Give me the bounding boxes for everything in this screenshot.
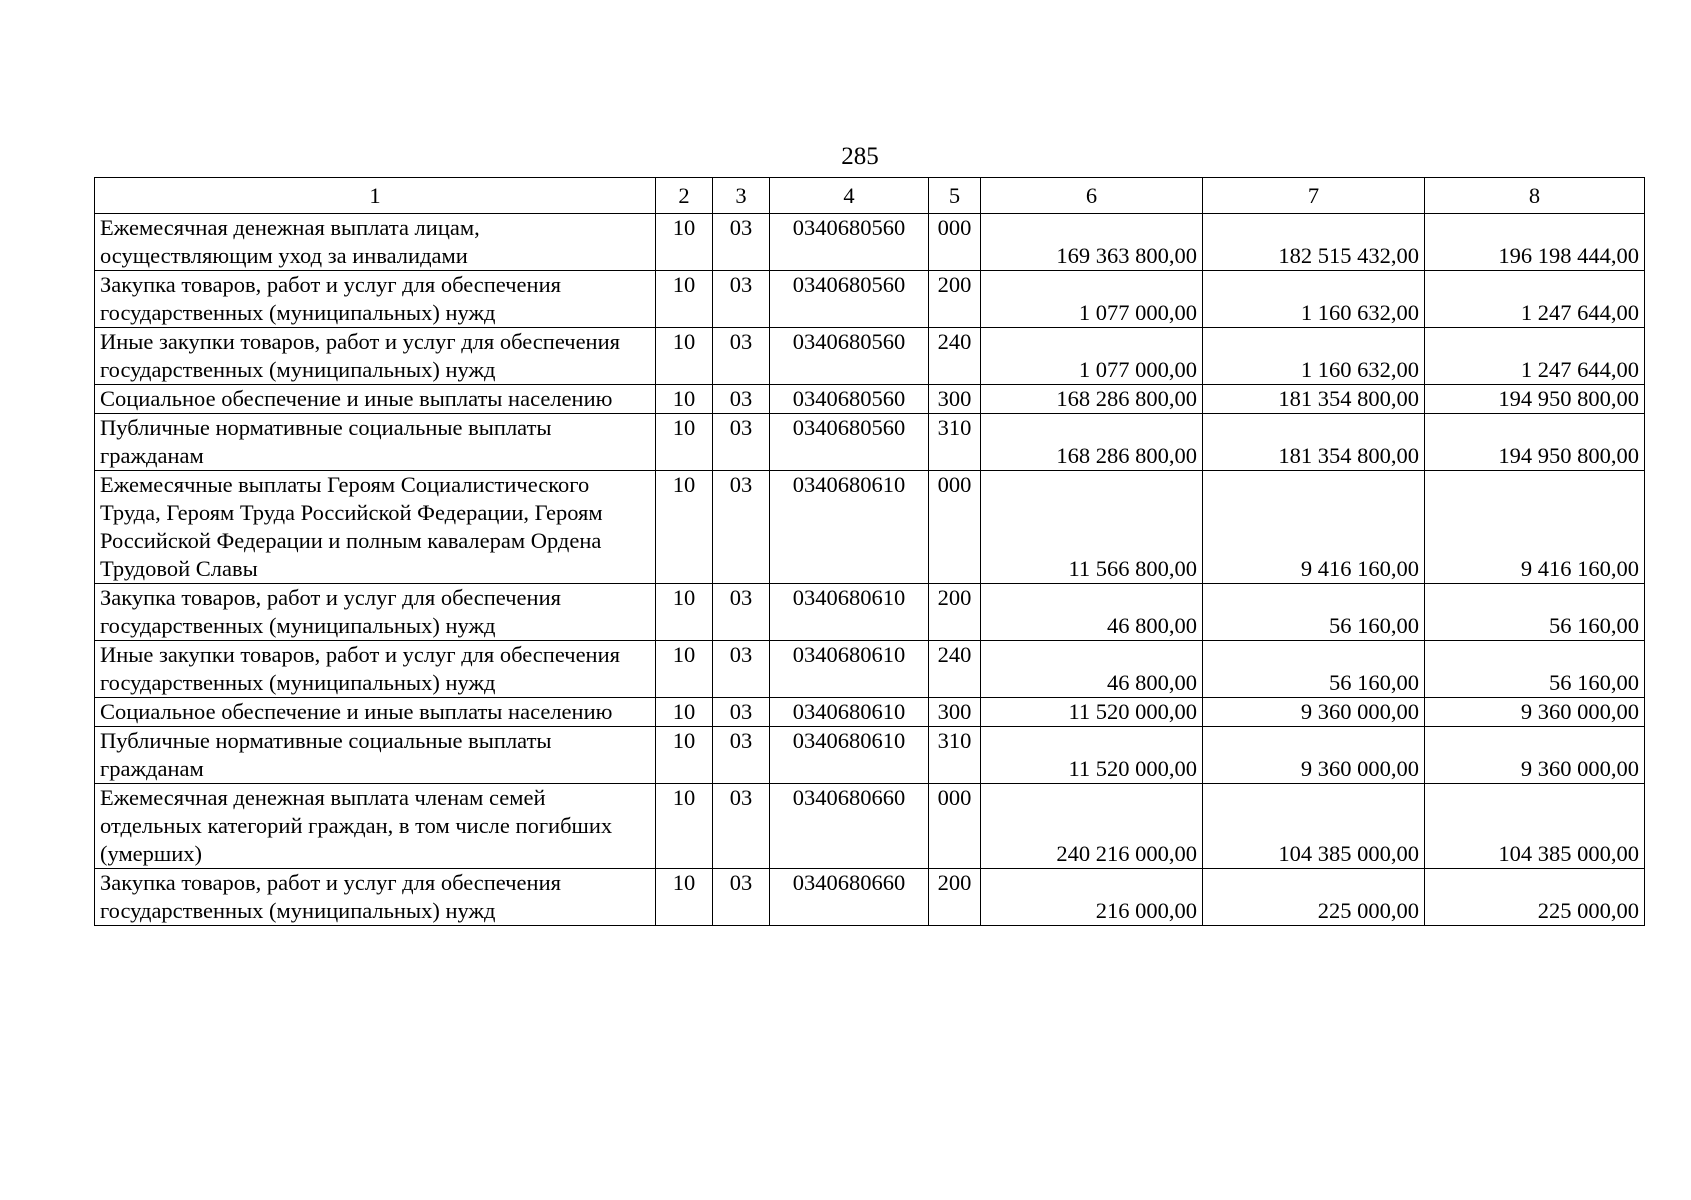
row-amount-col7: 225 000,00 bbox=[1203, 869, 1425, 926]
row-description: Социальное обеспечение и иные выплаты населению bbox=[95, 698, 656, 727]
row-expense-type-code: 310 bbox=[929, 727, 981, 784]
row-target-article-code: 0340680560 bbox=[770, 414, 929, 471]
table-row bbox=[95, 414, 1645, 471]
row-target-article-code: 0340680610 bbox=[770, 727, 929, 784]
row-section-code: 10 bbox=[656, 727, 713, 784]
row-amount-col7: 9 360 000,00 bbox=[1203, 698, 1425, 727]
table-row bbox=[95, 784, 1645, 869]
row-amount-col8: 194 950 800,00 bbox=[1425, 385, 1645, 414]
row-amount-col7: 182 515 432,00 bbox=[1203, 214, 1425, 271]
table-row bbox=[95, 471, 1645, 584]
row-target-article-code: 0340680610 bbox=[770, 584, 929, 641]
row-target-article-code: 0340680560 bbox=[770, 214, 929, 271]
row-description: Закупка товаров, работ и услуг для обеспечения государственных (муниципальных) нужд bbox=[95, 869, 656, 926]
header-cell: 1 bbox=[95, 178, 656, 214]
table-row bbox=[95, 214, 1645, 271]
row-description: Закупка товаров, работ и услуг для обеспечения государственных (муниципальных) нужд bbox=[95, 584, 656, 641]
header-cell: 7 bbox=[1203, 178, 1425, 214]
row-target-article-code: 0340680660 bbox=[770, 869, 929, 926]
row-target-article-code: 0340680660 bbox=[770, 784, 929, 869]
header-cell: 2 bbox=[656, 178, 713, 214]
row-section-code: 10 bbox=[656, 869, 713, 926]
row-target-article-code: 0340680560 bbox=[770, 271, 929, 328]
row-section-code: 10 bbox=[656, 641, 713, 698]
row-section-code: 10 bbox=[656, 328, 713, 385]
header-cell: 8 bbox=[1425, 178, 1645, 214]
row-amount-col7: 181 354 800,00 bbox=[1203, 414, 1425, 471]
table-row bbox=[95, 328, 1645, 385]
table-row bbox=[95, 727, 1645, 784]
header-cell: 5 bbox=[929, 178, 981, 214]
row-subsection-code: 03 bbox=[713, 727, 770, 784]
row-subsection-code: 03 bbox=[713, 698, 770, 727]
row-subsection-code: 03 bbox=[713, 214, 770, 271]
table-row bbox=[95, 271, 1645, 328]
row-section-code: 10 bbox=[656, 414, 713, 471]
row-description: Иные закупки товаров, работ и услуг для обеспечения государственных (муниципальных) нужд bbox=[95, 641, 656, 698]
row-subsection-code: 03 bbox=[713, 471, 770, 584]
row-description: Иные закупки товаров, работ и услуг для обеспечения государственных (муниципальных) нужд bbox=[95, 328, 656, 385]
row-amount-col8: 9 360 000,00 bbox=[1425, 727, 1645, 784]
page-number: 285 bbox=[841, 143, 879, 170]
row-amount-col6: 11 520 000,00 bbox=[981, 727, 1203, 784]
row-subsection-code: 03 bbox=[713, 385, 770, 414]
table-row bbox=[95, 385, 1645, 414]
budget-table bbox=[94, 177, 1645, 926]
row-amount-col8: 1 247 644,00 bbox=[1425, 271, 1645, 328]
row-section-code: 10 bbox=[656, 784, 713, 869]
table-row bbox=[95, 698, 1645, 727]
row-expense-type-code: 000 bbox=[929, 471, 981, 584]
row-subsection-code: 03 bbox=[713, 328, 770, 385]
row-target-article-code: 0340680610 bbox=[770, 641, 929, 698]
row-amount-col7: 1 160 632,00 bbox=[1203, 271, 1425, 328]
row-section-code: 10 bbox=[656, 385, 713, 414]
row-expense-type-code: 240 bbox=[929, 328, 981, 385]
row-target-article-code: 0340680610 bbox=[770, 471, 929, 584]
row-amount-col6: 240 216 000,00 bbox=[981, 784, 1203, 869]
row-amount-col6: 216 000,00 bbox=[981, 869, 1203, 926]
row-amount-col6: 169 363 800,00 bbox=[981, 214, 1203, 271]
row-amount-col7: 56 160,00 bbox=[1203, 584, 1425, 641]
row-subsection-code: 03 bbox=[713, 784, 770, 869]
row-section-code: 10 bbox=[656, 214, 713, 271]
row-target-article-code: 0340680610 bbox=[770, 698, 929, 727]
row-amount-col8: 196 198 444,00 bbox=[1425, 214, 1645, 271]
row-amount-col8: 56 160,00 bbox=[1425, 584, 1645, 641]
row-amount-col8: 1 247 644,00 bbox=[1425, 328, 1645, 385]
row-amount-col6: 46 800,00 bbox=[981, 641, 1203, 698]
row-subsection-code: 03 bbox=[713, 584, 770, 641]
row-subsection-code: 03 bbox=[713, 641, 770, 698]
row-amount-col7: 104 385 000,00 bbox=[1203, 784, 1425, 869]
table-row bbox=[95, 869, 1645, 926]
row-expense-type-code: 200 bbox=[929, 584, 981, 641]
row-amount-col8: 9 360 000,00 bbox=[1425, 698, 1645, 727]
row-amount-col6: 11 566 800,00 bbox=[981, 471, 1203, 584]
row-description: Ежемесячная денежная выплата членам семей отдельных категорий граждан, в том числе погибших (умерших) bbox=[95, 784, 656, 869]
row-subsection-code: 03 bbox=[713, 271, 770, 328]
row-section-code: 10 bbox=[656, 584, 713, 641]
row-amount-col8: 9 416 160,00 bbox=[1425, 471, 1645, 584]
row-expense-type-code: 000 bbox=[929, 214, 981, 271]
row-amount-col6: 168 286 800,00 bbox=[981, 414, 1203, 471]
row-amount-col8: 104 385 000,00 bbox=[1425, 784, 1645, 869]
row-description: Социальное обеспечение и иные выплаты населению bbox=[95, 385, 656, 414]
row-subsection-code: 03 bbox=[713, 414, 770, 471]
table-header-row bbox=[95, 178, 1645, 214]
row-subsection-code: 03 bbox=[713, 869, 770, 926]
table-body bbox=[95, 178, 1645, 926]
row-description: Публичные нормативные социальные выплаты гражданам bbox=[95, 727, 656, 784]
table-row bbox=[95, 641, 1645, 698]
row-section-code: 10 bbox=[656, 698, 713, 727]
row-description: Ежемесячная денежная выплата лицам, осуществляющим уход за инвалидами bbox=[95, 214, 656, 271]
row-expense-type-code: 310 bbox=[929, 414, 981, 471]
row-amount-col8: 225 000,00 bbox=[1425, 869, 1645, 926]
row-expense-type-code: 300 bbox=[929, 698, 981, 727]
row-expense-type-code: 200 bbox=[929, 271, 981, 328]
row-description: Закупка товаров, работ и услуг для обеспечения государственных (муниципальных) нужд bbox=[95, 271, 656, 328]
row-expense-type-code: 000 bbox=[929, 784, 981, 869]
row-amount-col7: 9 416 160,00 bbox=[1203, 471, 1425, 584]
row-description: Ежемесячные выплаты Героям Социалистического Труда, Героям Труда Российской Федерации, Героям Российской Федерации и полным кавалерам Ордена Трудовой Славы bbox=[95, 471, 656, 584]
row-amount-col7: 56 160,00 bbox=[1203, 641, 1425, 698]
row-section-code: 10 bbox=[656, 271, 713, 328]
row-amount-col6: 46 800,00 bbox=[981, 584, 1203, 641]
row-amount-col8: 194 950 800,00 bbox=[1425, 414, 1645, 471]
row-amount-col8: 56 160,00 bbox=[1425, 641, 1645, 698]
row-amount-col6: 11 520 000,00 bbox=[981, 698, 1203, 727]
header-cell: 6 bbox=[981, 178, 1203, 214]
row-description: Публичные нормативные социальные выплаты гражданам bbox=[95, 414, 656, 471]
row-target-article-code: 0340680560 bbox=[770, 328, 929, 385]
row-amount-col6: 1 077 000,00 bbox=[981, 271, 1203, 328]
row-amount-col7: 1 160 632,00 bbox=[1203, 328, 1425, 385]
header-cell: 4 bbox=[770, 178, 929, 214]
row-section-code: 10 bbox=[656, 471, 713, 584]
row-amount-col6: 168 286 800,00 bbox=[981, 385, 1203, 414]
row-amount-col6: 1 077 000,00 bbox=[981, 328, 1203, 385]
row-amount-col7: 181 354 800,00 bbox=[1203, 385, 1425, 414]
row-target-article-code: 0340680560 bbox=[770, 385, 929, 414]
row-amount-col7: 9 360 000,00 bbox=[1203, 727, 1425, 784]
table-row bbox=[95, 584, 1645, 641]
row-expense-type-code: 200 bbox=[929, 869, 981, 926]
row-expense-type-code: 300 bbox=[929, 385, 981, 414]
row-expense-type-code: 240 bbox=[929, 641, 981, 698]
header-cell: 3 bbox=[713, 178, 770, 214]
